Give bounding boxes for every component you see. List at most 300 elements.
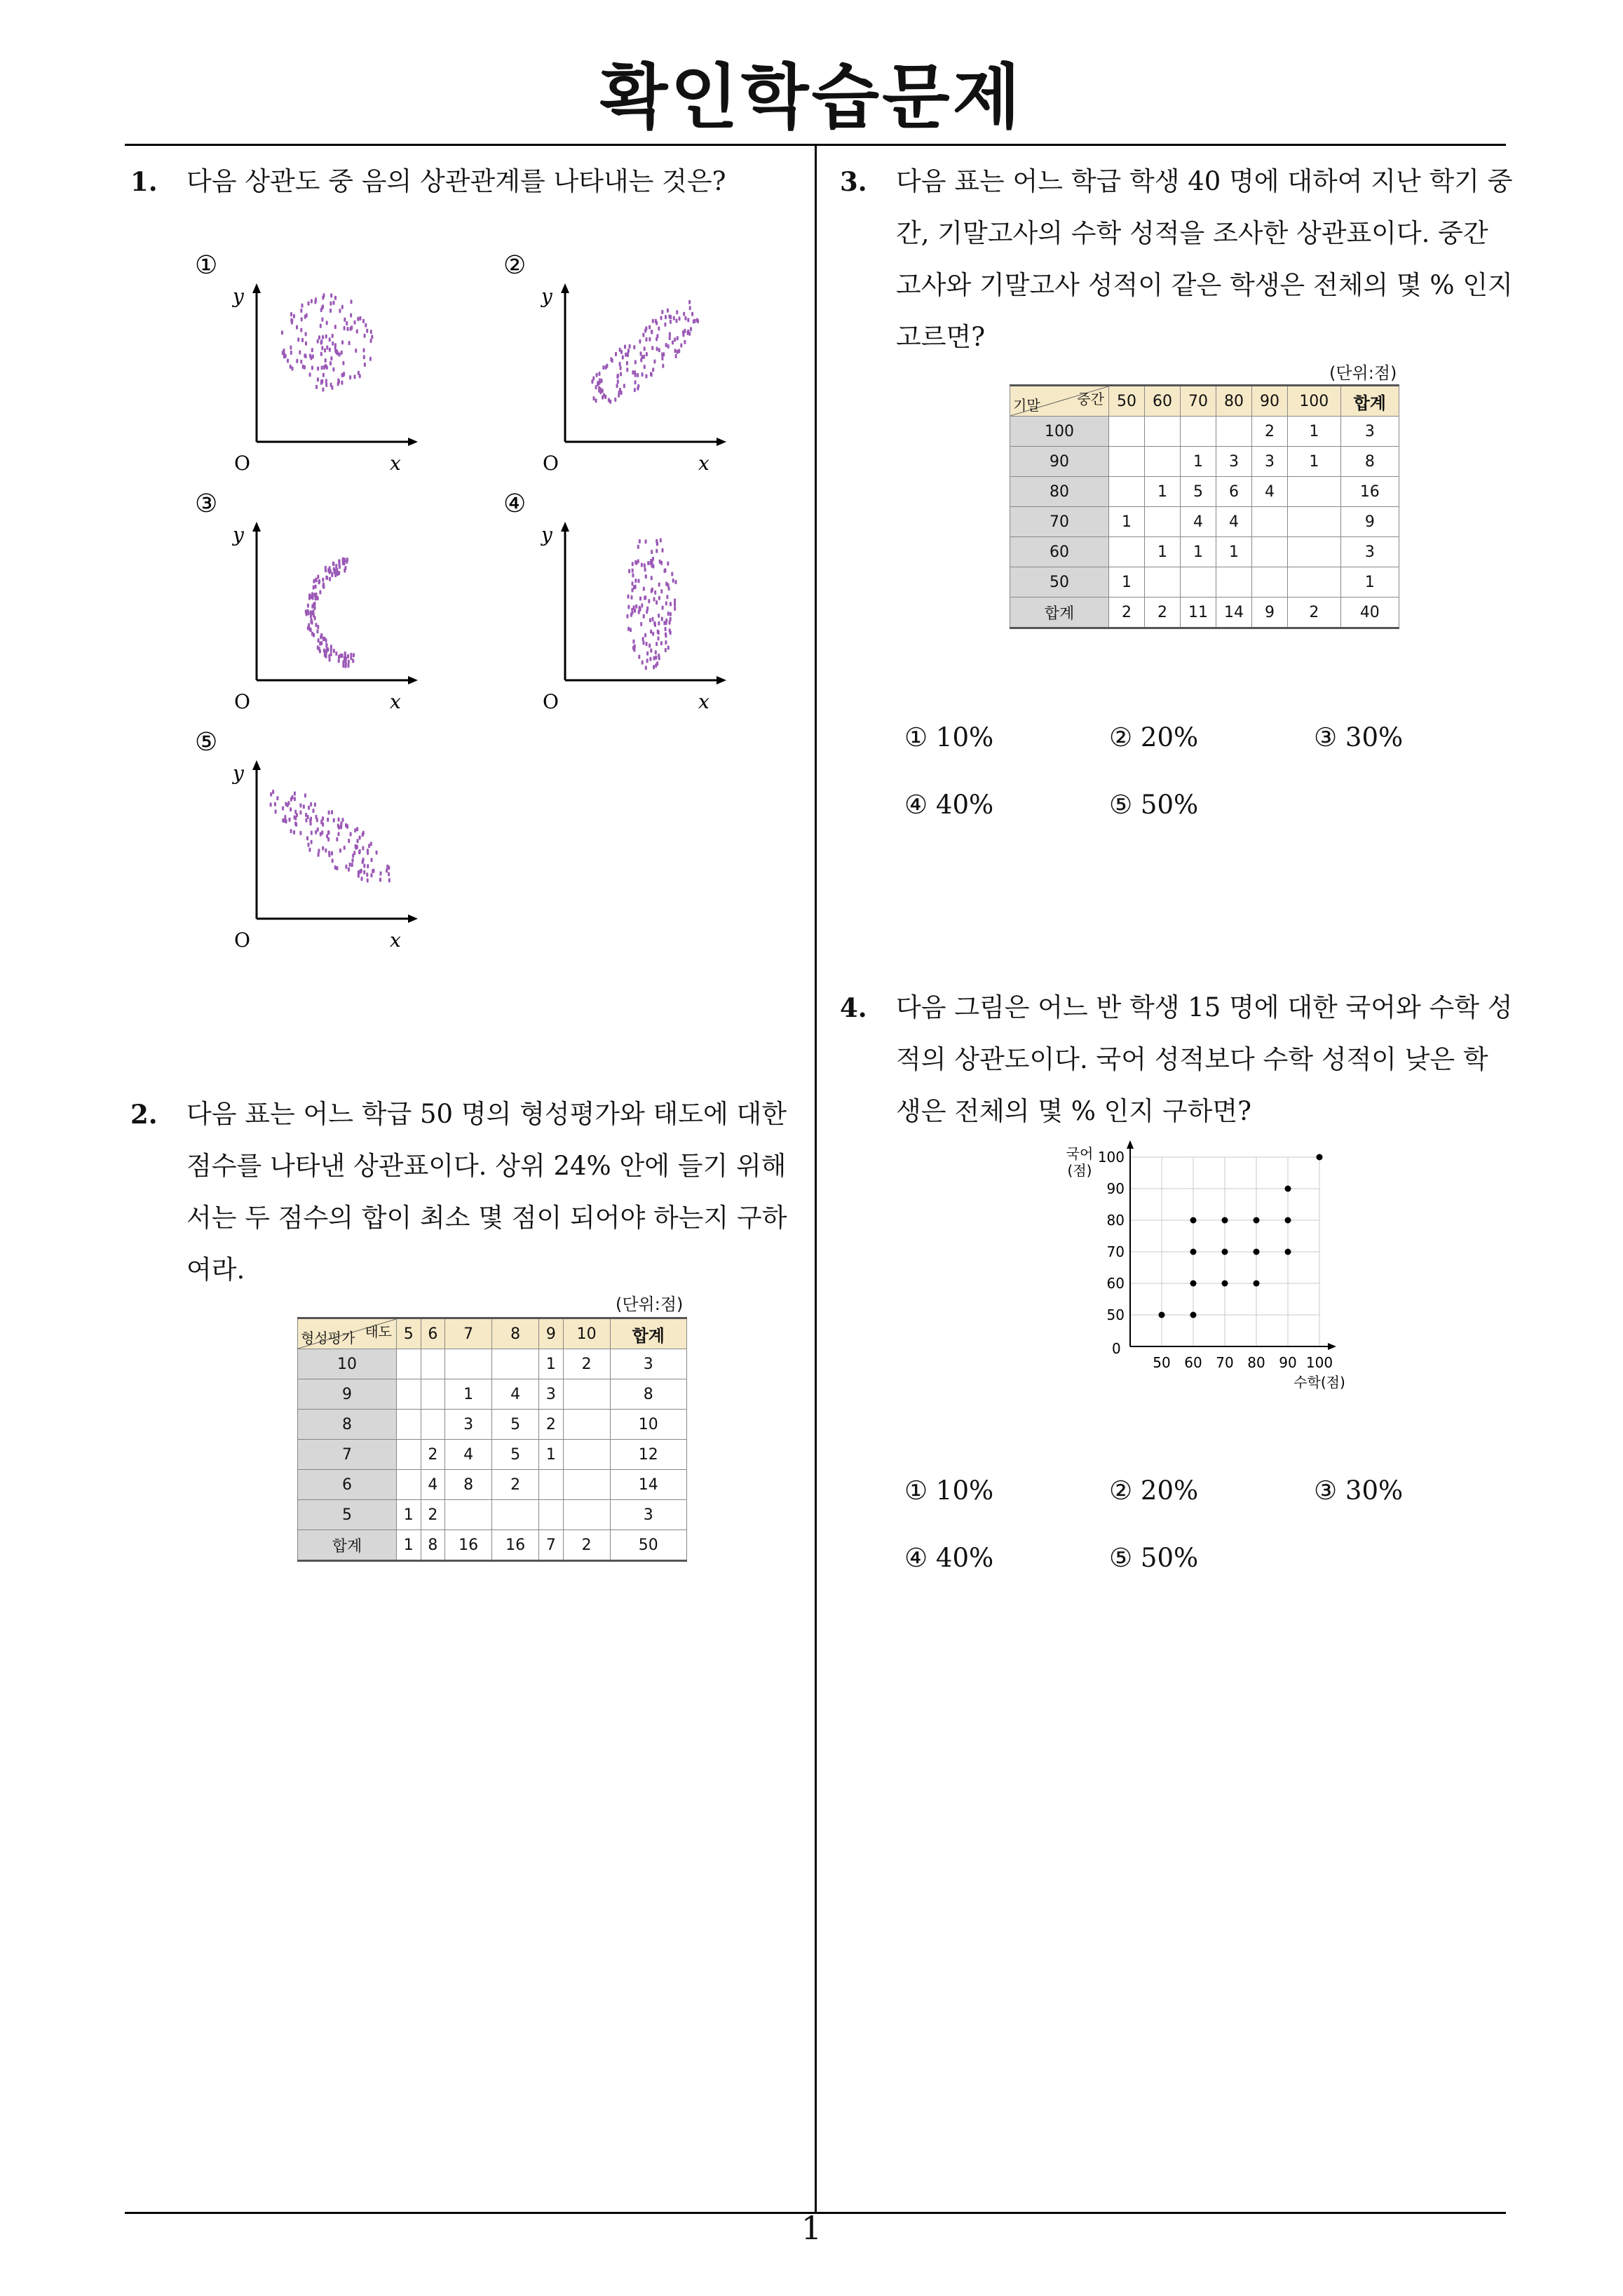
dot (672, 340, 674, 344)
page-number: 1 (801, 2209, 822, 2247)
dot (626, 367, 628, 372)
dot (326, 346, 328, 350)
dot (332, 342, 334, 346)
dot (299, 804, 301, 808)
dot (308, 848, 311, 852)
dot (306, 836, 308, 840)
dot (350, 832, 352, 837)
dot (661, 352, 663, 356)
dot (356, 827, 358, 831)
correlation-plot-1 (189, 252, 428, 487)
dot (311, 594, 313, 598)
dot (345, 656, 347, 661)
dot (656, 347, 658, 351)
origin-label: O (543, 690, 559, 713)
dot (290, 807, 292, 811)
dot (296, 813, 298, 817)
dot (350, 327, 352, 331)
dot (646, 659, 648, 663)
dot (282, 351, 284, 355)
dot (354, 320, 356, 325)
dot (661, 310, 663, 314)
table-cell (1252, 537, 1288, 567)
dot (651, 550, 653, 554)
dot (308, 843, 310, 847)
dot (667, 612, 670, 616)
dot (646, 352, 648, 356)
dot (353, 653, 355, 657)
dot (634, 380, 637, 384)
dot (370, 339, 372, 343)
dot (339, 849, 341, 853)
dot (602, 365, 604, 370)
dot (362, 846, 364, 851)
dot (320, 641, 322, 645)
y-tick-label: 100 (1097, 1149, 1125, 1166)
choice-1[interactable]: ① 10% (904, 722, 994, 752)
row-header: 10 (298, 1349, 397, 1379)
dot (683, 312, 685, 316)
column-header: 10 (563, 1318, 610, 1349)
dot (293, 830, 295, 835)
dot (370, 330, 372, 334)
column-header: 5 (397, 1318, 421, 1349)
dot (333, 301, 335, 305)
dot (283, 354, 285, 358)
dot (652, 632, 654, 636)
dot (362, 831, 365, 835)
dot (631, 595, 633, 600)
correlation-table-3 (1010, 384, 1399, 629)
dot (656, 334, 658, 338)
dot (627, 352, 629, 356)
corner-bottom-label: 기말 (1013, 397, 1040, 414)
x-axis-label: x (698, 452, 709, 475)
dot (653, 360, 656, 364)
dot (313, 579, 315, 583)
dot (615, 352, 617, 356)
dot (356, 330, 358, 334)
column-header: 70 (1181, 386, 1216, 417)
dot (365, 323, 367, 327)
dot (351, 863, 353, 867)
dot (686, 331, 688, 335)
dot (318, 335, 320, 339)
column-header: 합계 (1340, 386, 1399, 417)
unit-caption: (단위:점) (1329, 363, 1397, 383)
dot (361, 877, 363, 881)
table-cell: 3 (1340, 417, 1399, 447)
dot (659, 560, 661, 564)
dot (317, 575, 319, 579)
page-title: 확인학습문제 (599, 56, 1024, 138)
dot (616, 384, 618, 388)
dot (667, 309, 669, 313)
dot (644, 365, 646, 369)
dot (338, 832, 340, 836)
choice-1[interactable]: ① 10% (904, 1475, 994, 1506)
dot (338, 825, 340, 830)
data-point (1190, 1249, 1197, 1255)
table-cell (397, 1470, 421, 1500)
dot (344, 651, 346, 656)
dot (678, 349, 680, 353)
table-cell: 40 (1340, 597, 1399, 628)
dot (673, 316, 675, 320)
dot (649, 657, 651, 661)
table-cell: 2 (563, 1349, 610, 1379)
dot (308, 302, 310, 306)
table-cell: 3 (445, 1410, 492, 1440)
table-row (298, 1500, 687, 1530)
dot (332, 334, 334, 338)
dot (644, 346, 646, 351)
dot (294, 797, 296, 801)
choice-4[interactable]: ④ 40% (904, 790, 994, 820)
table-cell: 1 (1181, 447, 1216, 477)
dot (652, 319, 654, 323)
data-point (1317, 1154, 1323, 1161)
choice-3[interactable]: ③ 30% (1314, 1475, 1404, 1506)
dot (294, 822, 297, 826)
row-header: 9 (298, 1379, 397, 1410)
table-cell (1216, 417, 1252, 447)
x-axis-label: x (698, 690, 709, 713)
dot (665, 627, 667, 631)
dot (326, 320, 328, 325)
dot (656, 600, 658, 605)
dot (337, 351, 339, 356)
dot (644, 567, 646, 572)
x-tick-label: 60 (1184, 1354, 1202, 1371)
choice-3[interactable]: ③ 30% (1314, 722, 1404, 752)
table-cell (421, 1349, 445, 1379)
dot (291, 320, 293, 325)
dot (688, 300, 691, 304)
dot (655, 656, 657, 660)
dot (604, 395, 606, 399)
dot (666, 595, 668, 599)
dot (596, 373, 598, 377)
row-header: 70 (1010, 507, 1109, 537)
dot (299, 811, 301, 815)
dot (653, 621, 656, 626)
dot (292, 367, 294, 371)
dot (674, 602, 676, 607)
dot (299, 351, 301, 355)
y-axis-label: y (541, 523, 552, 546)
dot (637, 384, 639, 389)
dot (358, 371, 360, 375)
dot (597, 381, 599, 385)
table-cell: 1 (1216, 537, 1252, 567)
dot (339, 562, 341, 566)
dot (325, 638, 327, 642)
dot (318, 853, 320, 857)
dot (355, 846, 357, 850)
dot (310, 802, 312, 806)
table-cell: 16 (1340, 477, 1399, 507)
dot (655, 650, 657, 654)
table-cell: 4 (445, 1440, 492, 1470)
dot (293, 314, 295, 318)
table-cell: 2 (539, 1410, 564, 1440)
x-axis-label: x (390, 928, 401, 952)
dot (274, 802, 276, 806)
dot (658, 636, 660, 640)
dot (332, 367, 334, 372)
column-header: 9 (539, 1318, 564, 1349)
y-arrow (561, 522, 569, 532)
dot (620, 391, 623, 395)
table-cell: 8 (421, 1530, 445, 1561)
dot (369, 357, 372, 361)
dot (330, 569, 332, 573)
dot (606, 364, 608, 368)
table-cell: 2 (1109, 597, 1145, 628)
dot (320, 352, 322, 356)
dot (670, 320, 672, 324)
dot (638, 655, 640, 659)
dot (630, 628, 632, 632)
plot-label: ② (503, 251, 527, 280)
dot (386, 869, 388, 873)
correlation-plot-3 (189, 491, 428, 725)
dot (632, 581, 634, 586)
row-header: 합계 (1010, 597, 1109, 628)
dot (645, 326, 647, 330)
data-point (1159, 1312, 1165, 1318)
dot (338, 818, 340, 822)
dot (331, 810, 333, 814)
dot (362, 319, 365, 323)
dot (644, 596, 646, 600)
table-cell (1288, 477, 1341, 507)
corner-top-label: 태도 (365, 1323, 392, 1340)
dot (359, 849, 361, 853)
table-cell: 1 (1145, 537, 1181, 567)
table-cell (445, 1500, 492, 1530)
dot (320, 379, 322, 384)
dot (351, 299, 353, 304)
dot (270, 792, 272, 797)
data-point (1222, 1217, 1228, 1224)
table-cell (1109, 537, 1145, 567)
dot (355, 349, 357, 353)
x-tick-label: 80 (1247, 1354, 1265, 1371)
dot (299, 831, 301, 835)
plot-label: ⑤ (195, 728, 218, 757)
table-cell (1109, 417, 1145, 447)
dot (328, 811, 330, 815)
table-cell: 2 (421, 1500, 445, 1530)
dot (364, 363, 366, 367)
dot (665, 601, 667, 605)
dot (324, 349, 326, 353)
row-header: 60 (1010, 537, 1109, 567)
dot (640, 358, 642, 362)
dot (348, 839, 350, 843)
dot (680, 344, 682, 348)
choice-5[interactable]: ⑤ 50% (1109, 1543, 1199, 1573)
table-cell: 1 (1145, 477, 1181, 507)
dot (665, 619, 667, 623)
correlation-plot-2 (498, 252, 736, 487)
dot (644, 633, 646, 637)
table-cell: 5 (1181, 477, 1216, 507)
table-row (1010, 417, 1399, 447)
dot (641, 603, 643, 607)
table-cell (1181, 417, 1216, 447)
dot (334, 325, 337, 329)
dot (338, 571, 340, 575)
dot (676, 310, 678, 314)
dot (350, 656, 352, 660)
x-arrow (717, 676, 726, 684)
dot (627, 627, 630, 631)
corner-cell (298, 1318, 397, 1349)
dot (595, 398, 597, 403)
table-cell: 3 (1252, 447, 1288, 477)
y-arrow (252, 522, 261, 532)
dot (341, 381, 343, 385)
dot (652, 617, 654, 621)
dot (352, 853, 354, 858)
table-cell: 1 (445, 1379, 492, 1410)
dot (352, 659, 354, 663)
dot (314, 602, 316, 606)
data-point (1254, 1281, 1260, 1287)
dot (325, 849, 327, 853)
dot (349, 863, 351, 867)
table-cell: 4 (1181, 507, 1216, 537)
table-row (1010, 447, 1399, 477)
data-point (1285, 1186, 1291, 1192)
dot (348, 663, 350, 668)
dot (327, 818, 329, 822)
dot (325, 364, 327, 368)
data-point (1222, 1281, 1228, 1287)
dot-cloud (591, 300, 699, 404)
dot (658, 348, 660, 352)
problem-text: 다음 그림은 어느 반 학생 15 명에 대한 국어와 수학 성적의 상관도이다. 국어 성적보다 수학 성적이 낮은 학생은 전체의 몇 % 인지 구하면? (896, 992, 1513, 1126)
dot (648, 644, 651, 648)
dot (330, 302, 332, 306)
dot (287, 359, 289, 363)
dot (363, 870, 365, 874)
dot (599, 378, 601, 382)
row-header: 80 (1010, 477, 1109, 507)
dot (342, 561, 344, 565)
problem-text: 다음 표는 어느 학급 50 명의 형성평가와 태도에 대한 점수를 나타낸 상관표이다. 상위 24% 안에 들기 위해서는 두 점수의 합이 최소 몇 점이 되어야 하는지 구하여라. (186, 1099, 787, 1285)
dot (304, 793, 306, 797)
dot (630, 613, 632, 617)
table-cell: 1 (1181, 537, 1216, 567)
dot (315, 830, 317, 835)
dot (321, 318, 323, 322)
dot (619, 362, 621, 366)
dot (371, 335, 373, 339)
y-tick-label: 50 (1106, 1306, 1125, 1323)
table-cell: 14 (610, 1470, 686, 1500)
dot (320, 634, 322, 638)
dot (317, 645, 319, 649)
dot (697, 319, 699, 323)
table-cell (1252, 507, 1288, 537)
y-arrow (252, 283, 261, 293)
dot (346, 824, 348, 828)
dot (313, 633, 315, 637)
dot (301, 317, 303, 321)
dot (660, 539, 662, 543)
problem-number: 2. (130, 1099, 158, 1130)
dot (689, 306, 691, 310)
choice-4[interactable]: ④ 40% (904, 1543, 994, 1573)
x-axis-label: x (390, 452, 401, 475)
dot (664, 569, 666, 573)
column-header: 7 (445, 1318, 492, 1349)
x-axis-label: 수학(점) (1293, 1374, 1345, 1391)
table-cell (397, 1410, 421, 1440)
dot (684, 329, 686, 333)
dot (648, 325, 651, 330)
dot (658, 656, 660, 660)
dot (592, 377, 595, 381)
dot (645, 539, 647, 543)
dot (300, 360, 302, 364)
dot (342, 818, 344, 822)
dot (344, 846, 346, 850)
dot (327, 830, 330, 835)
choice-2[interactable]: ② 20% (1109, 1475, 1199, 1506)
choice-5[interactable]: ⑤ 50% (1109, 790, 1199, 820)
origin-label: O (234, 928, 250, 952)
table-cell: 8 (610, 1379, 686, 1410)
dot (633, 605, 635, 609)
dot (646, 337, 648, 342)
table-cell (1145, 447, 1181, 477)
dot (309, 372, 311, 377)
dot (655, 319, 657, 323)
dot (337, 381, 339, 386)
dot (675, 354, 677, 358)
x-tick-label: 90 (1279, 1354, 1297, 1371)
choice-2[interactable]: ② 20% (1109, 722, 1199, 752)
dot (641, 563, 643, 567)
y-arrow (252, 760, 261, 770)
dot (632, 562, 634, 566)
dot (321, 306, 323, 310)
dot (348, 341, 351, 345)
dot (324, 653, 326, 657)
dot (325, 379, 327, 383)
dot (315, 623, 317, 627)
dot (638, 579, 640, 583)
dot (386, 865, 388, 869)
table-cell (1288, 507, 1341, 537)
dot (342, 660, 344, 664)
table-row (1010, 477, 1399, 507)
column-header: 80 (1216, 386, 1252, 417)
dot (330, 293, 332, 297)
dot (665, 648, 667, 652)
dot (340, 823, 342, 828)
dot (339, 654, 341, 658)
y-tick-label: 90 (1106, 1180, 1125, 1197)
dot (645, 574, 647, 579)
table-cell (1145, 417, 1181, 447)
dot (311, 831, 313, 835)
